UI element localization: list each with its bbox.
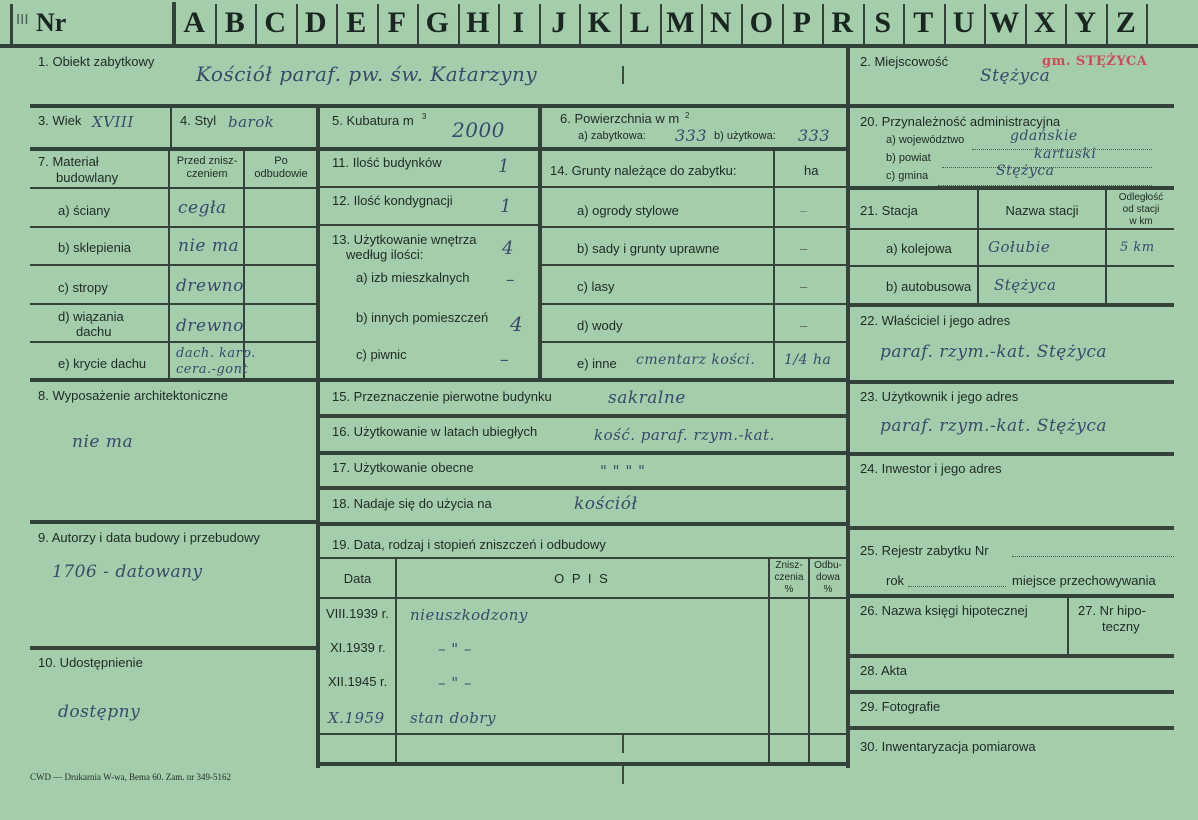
f20-bottom-rule <box>848 186 1174 190</box>
letter-l: L <box>629 6 650 39</box>
letter-f: F <box>387 6 406 39</box>
f17-value: " " " " <box>600 462 646 480</box>
f22-value: paraf. rzym.-kat. Stężyca <box>880 342 1108 362</box>
f14-unit: ha <box>804 163 819 178</box>
letter-x: X <box>1033 6 1056 39</box>
f7-d-label2: dachu <box>76 324 112 339</box>
roman-numeral: III <box>16 11 29 28</box>
f17-rule <box>320 486 846 490</box>
f21-col-dist-3: w km <box>1129 216 1153 227</box>
f27-label1: 27. Nr hipo- <box>1078 603 1146 618</box>
f18-rule <box>320 522 846 526</box>
f9-value: 1706 - datowany <box>52 562 203 582</box>
row3-rule <box>30 147 316 151</box>
f7-before-1: Przed znisz- <box>176 155 238 167</box>
f21-col-dist-2: od stacji <box>1122 204 1160 215</box>
roman-bar <box>10 4 13 46</box>
f14-label: 14. Grunty należące do zabytku: <box>550 163 737 178</box>
letter-e: E <box>346 6 367 39</box>
f21-b-value: Stężyca <box>994 276 1057 294</box>
f19-col-zn-1: Znisz- <box>775 560 803 571</box>
f19-row3-date: XII.1945 r. <box>328 674 388 689</box>
f19-col-od-2: dowa <box>816 572 840 583</box>
center-tick <box>622 66 624 84</box>
f7-rule-1 <box>30 226 316 228</box>
f9-bottom-rule <box>30 646 316 650</box>
f15-rule <box>320 414 846 418</box>
f16-rule <box>320 451 846 455</box>
f14-rule-0 <box>542 186 846 188</box>
f7-e-value2: cera.-gont <box>176 362 249 377</box>
f14-e-value: 1/4 ha <box>784 352 832 368</box>
f21-a-label: a) kolejowa <box>886 241 952 256</box>
f14-c-label: c) lasy <box>577 279 615 294</box>
f11-value: 1 <box>498 156 510 177</box>
f3-label: 3. Wiek <box>38 113 82 128</box>
f14-b-value: – <box>800 241 808 256</box>
f7-before-2: czeniem <box>186 168 228 180</box>
f14-d-value: – <box>800 318 808 333</box>
f19-col-date <box>395 557 397 762</box>
f19-col-opis-label: O P I S <box>554 571 610 586</box>
f11-label: 11. Ilość budynków <box>332 155 442 170</box>
f7-rule-0 <box>30 187 316 189</box>
f12-rule <box>318 224 540 226</box>
f8-value: nie ma <box>72 432 134 452</box>
letter-o: O <box>749 6 773 39</box>
f1-value: Kościół paraf. pw. św. Katarzyny <box>196 62 538 86</box>
f7-rule-3 <box>30 303 316 305</box>
f8-bottom-rule <box>30 520 316 524</box>
letter-m: M <box>666 6 695 39</box>
letter-a: A <box>183 6 206 39</box>
f13-c-label: c) piwnic <box>356 347 407 362</box>
f22-label: 22. Właściciel i jego adres <box>860 313 1011 328</box>
f15-value: sakralne <box>608 388 686 408</box>
f19-col-zn-3: % <box>784 584 794 595</box>
letter-w: W <box>989 6 1020 39</box>
f7-c-value: drewno <box>176 276 244 296</box>
f18-value: kościół <box>574 494 638 514</box>
div-3-4 <box>170 106 172 148</box>
letter-d: D <box>304 6 327 39</box>
f19-col-zn-2: czenia <box>774 572 804 583</box>
f14-e-note: cmentarz kości. <box>636 352 756 368</box>
f20-c-label: c) gmina <box>886 170 929 182</box>
center-tick-3 <box>622 766 624 784</box>
f7-label1: 7. Materiał <box>38 154 99 169</box>
f21-b-label: b) autobusowa <box>886 279 972 294</box>
letter-j: J <box>551 6 567 39</box>
f7-d-label1: d) wiązania <box>58 309 124 324</box>
f14-a-value: – <box>800 203 808 218</box>
f7-d-value: drewno <box>176 316 244 336</box>
f20-b-label: b) powiat <box>886 152 931 164</box>
f23-label: 23. Użytkownik i jego adres <box>860 389 1019 404</box>
f29-label: 29. Fotografie <box>860 699 941 714</box>
f19-row2-date: XI.1939 r. <box>330 640 386 655</box>
f19-head-bottom <box>320 597 846 599</box>
f13-a-label: a) izb mieszkalnych <box>356 270 470 285</box>
column-divider-left <box>316 106 320 768</box>
f13-value: 4 <box>502 238 514 259</box>
f16-label: 16. Użytkowanie w latach ubiegłych <box>332 424 538 439</box>
f13-label2: według ilości: <box>346 247 424 262</box>
letter-p: P <box>792 6 811 39</box>
letter-z: Z <box>1115 6 1136 39</box>
f24-label: 24. Inwestor i jego adres <box>860 461 1002 476</box>
f16-value: kość. paraf. rzym.-kat. <box>594 426 775 444</box>
f7-b-value: nie ma <box>178 236 240 256</box>
f19-row1-opis: nieuszkodzony <box>410 606 528 624</box>
f19-col-date-label: Data <box>343 571 372 586</box>
row5-rule <box>320 147 540 151</box>
f14-d-label: d) wody <box>577 318 623 333</box>
f6-a-value: 333 <box>675 126 708 145</box>
f21-bottom-rule <box>848 303 1174 307</box>
f2-label: 2. Miejscowość <box>860 54 949 69</box>
f22-bottom-rule <box>848 380 1174 384</box>
f5-value: 2000 <box>452 118 505 142</box>
f10-value: dostępny <box>58 702 141 722</box>
f13-b-label: b) innych pomieszczeń <box>356 310 489 325</box>
f5-unit: 3 <box>422 112 427 121</box>
f17-label: 17. Użytkowanie obecne <box>332 460 474 475</box>
f25-label: 25. Rejestr zabytku Nr <box>860 543 989 558</box>
row6-rule <box>542 147 846 151</box>
f7-c-label: c) stropy <box>58 280 108 295</box>
f13-label1: 13. Użytkowanie wnętrza <box>332 232 477 247</box>
f21-col-dist-1: Odległość <box>1118 192 1164 203</box>
letter-y: Y <box>1074 6 1097 39</box>
printer-footer: CWD — Drukarnia W-wa, Bema 60. Zam. nr 349-5162 <box>30 772 232 782</box>
f23-bottom-rule <box>848 452 1174 456</box>
f6-label: 6. Powierzchnia w m <box>560 111 680 126</box>
row7-bottom-rule <box>30 378 846 382</box>
f25-rok-label: rok <box>886 573 905 588</box>
f20-a-label: a) województwo <box>886 134 965 146</box>
f25-rok-line <box>908 585 1006 587</box>
f19-col-od-3: % <box>823 584 833 595</box>
f14-rule-3 <box>542 303 846 305</box>
letter-g: G <box>425 6 449 39</box>
letter-u: U <box>952 6 975 39</box>
letter-n: N <box>709 6 732 39</box>
f23-value: paraf. rzym.-kat. Stężyca <box>880 416 1108 436</box>
f28-bottom-rule <box>848 690 1174 694</box>
f19-row4-date: X.1959 <box>328 709 385 727</box>
f20-label: 20. Przynależność administracyjna <box>860 114 1061 129</box>
f21-a-value: Gołubie <box>988 238 1051 256</box>
f11-rule <box>318 186 540 188</box>
f19-row1-date: VIII.1939 r. <box>326 606 389 621</box>
f14-rule-4 <box>542 341 846 343</box>
f27-label2: teczny <box>1102 619 1140 634</box>
f25-nr-line <box>1012 555 1174 557</box>
f20-a-value: gdańskie <box>1010 128 1078 144</box>
letter-k: K <box>587 6 611 39</box>
f4-label: 4. Styl <box>180 113 217 128</box>
f14-a-label: a) ogrody stylowe <box>577 203 679 218</box>
f20-b-value: kartuski <box>1034 146 1097 162</box>
f19-row2-opis: – " – <box>438 640 472 658</box>
letter-t: T <box>913 6 934 39</box>
row1-rule-right <box>848 104 1174 108</box>
nr-label: Nr <box>36 8 67 37</box>
f1-label: 1. Obiekt zabytkowy <box>38 54 155 69</box>
f14-e-label: e) inne <box>577 356 617 371</box>
right-column-divider <box>846 46 850 768</box>
f4-value: barok <box>228 113 275 131</box>
f21-rule-1 <box>848 265 1174 267</box>
f7-rule-4 <box>30 341 316 343</box>
f26-f27-divider <box>1067 596 1069 654</box>
letter-c: C <box>264 6 287 39</box>
f27-bottom-rule <box>848 654 1174 658</box>
f29-bottom-rule <box>848 726 1174 730</box>
f13-c-value: – <box>500 350 509 370</box>
letter-divider <box>1146 4 1148 44</box>
header-rule <box>0 44 1198 48</box>
row1-rule <box>30 104 846 108</box>
f21-a-dist: 5 km <box>1120 240 1155 255</box>
f5-label: 5. Kubatura m <box>332 113 414 128</box>
f12-value: 1 <box>500 196 512 217</box>
f7-e-value1: dach. karp. <box>176 346 256 361</box>
f24-bottom-rule <box>848 526 1174 530</box>
f7-rule-2 <box>30 264 316 266</box>
f7-a-label: a) ściany <box>58 203 111 218</box>
letter-i: I <box>512 6 525 39</box>
f3-value: XVIII <box>92 113 134 131</box>
f2-value: Stężyca <box>980 66 1051 86</box>
f6-a-label: a) zabytkowa: <box>578 130 646 142</box>
letter-r: R <box>831 6 854 39</box>
f6-b-label: b) użytkowa: <box>714 130 776 142</box>
f26-label: 26. Nazwa księgi hipotecznej <box>860 603 1028 618</box>
f9-label: 9. Autorzy i data budowy i przebudowy <box>38 530 260 545</box>
f7-after-1: Po <box>274 155 288 167</box>
center-tick-2 <box>622 735 624 753</box>
f10-label: 10. Udostępnienie <box>38 655 143 670</box>
bottom-rule <box>316 762 848 766</box>
f2-stamp: gm. STĘŻYCA <box>1042 54 1148 69</box>
f6-b-value: 333 <box>798 126 831 145</box>
f6-unit: 2 <box>685 111 690 120</box>
letter-h: H <box>466 6 490 39</box>
f30-label: 30. Inwentaryzacja pomiarowa <box>860 739 1036 754</box>
f19-col-od-1: Odbu- <box>814 560 842 571</box>
letter-s: S <box>874 6 892 39</box>
f12-label: 12. Ilość kondygnacji <box>332 193 453 208</box>
f7-after-2: odbudowie <box>254 168 308 180</box>
f13-b-value: 4 <box>510 312 524 336</box>
f19-row4-underline <box>320 733 846 735</box>
f18-label: 18. Nadaje się do użycia na <box>332 496 492 511</box>
f25-place-label: miejsce przechowywania <box>1012 573 1156 588</box>
f14-rule-1 <box>542 226 846 228</box>
f28-label: 28. Akta <box>860 663 907 678</box>
f19-row3-opis: – " – <box>438 674 472 692</box>
f25-bottom-rule <box>848 594 1174 598</box>
f7-a-value: cegła <box>178 198 227 218</box>
f8-label: 8. Wyposażenie architektoniczne <box>38 388 228 403</box>
f13-a-value: – <box>506 270 515 290</box>
f14-b-label: b) sady i grunty uprawne <box>577 241 720 256</box>
f21-col-name: Nazwa stacji <box>1005 203 1079 218</box>
f20-c-value: Stężyca <box>996 163 1055 179</box>
f19-label: 19. Data, rodzaj i stopień zniszczeń i odbudowy <box>332 537 606 552</box>
f21-rule-0 <box>848 228 1174 230</box>
f14-rule-2 <box>542 264 846 266</box>
f7-label2: budowlany <box>56 170 119 185</box>
f7-e-label: e) krycie dachu <box>58 356 147 371</box>
f14-c-value: – <box>800 279 808 294</box>
f21-label: 21. Stacja <box>860 203 918 218</box>
f7-b-label: b) sklepienia <box>58 240 131 255</box>
letter-b: B <box>224 6 245 39</box>
f15-label: 15. Przeznaczenie pierwotne budynku <box>332 389 552 404</box>
f19-row4-opis: stan dobry <box>410 709 496 727</box>
